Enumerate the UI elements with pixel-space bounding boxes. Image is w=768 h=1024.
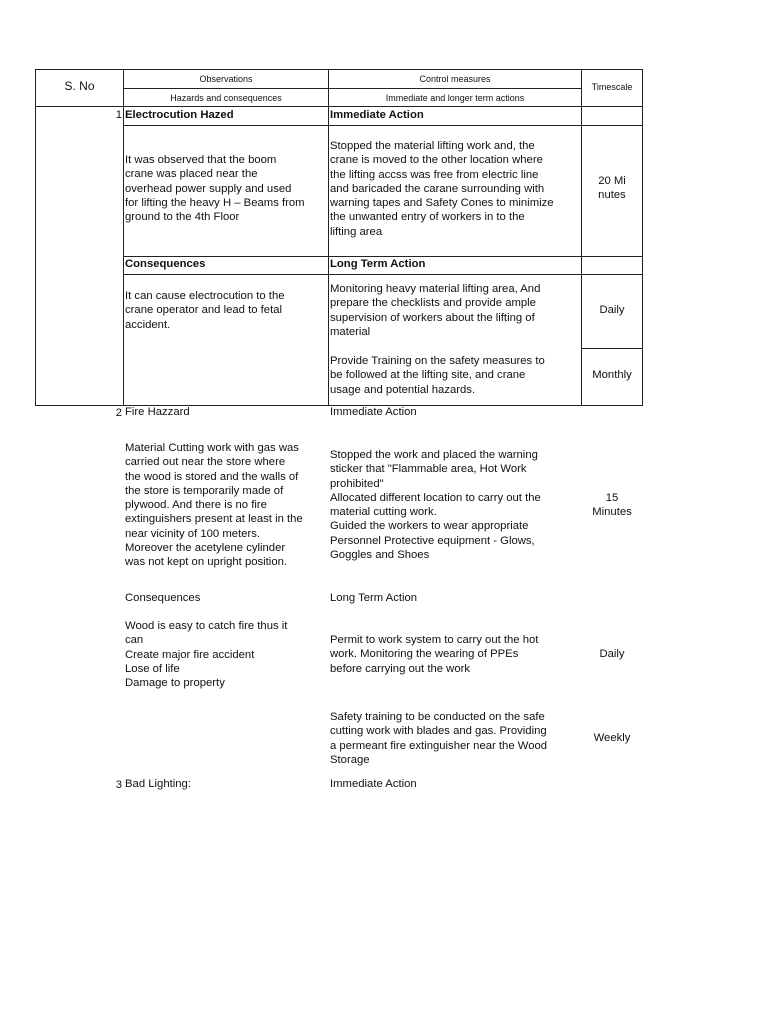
row3-hazard-title: Bad Lighting:: [125, 778, 191, 790]
row2-observation: Material Cutting work with gas was carried out near the store where the wood is stored and the walls of the store is temporarily made of plywood. And there is no fire extinguishers present at least in the near vicinity of 100 meters. Moreover the acetylene cylinder was not kept on upright position.: [125, 442, 303, 569]
row2-longterm-2: Safety training to be conducted on the safe cutting work with blades and gas. Providing a permeant fire extinguisher near the Wood Storage: [330, 711, 548, 766]
header-timescale: Timescale: [591, 82, 633, 92]
header-control-sub: Immediate and longer term actions: [385, 93, 525, 103]
row2-hazard-title: Fire Hazzard: [125, 406, 190, 418]
row1-longterm-2: Provide Training on the safety measures to be followed at the lifting site, and crane usage and potential hazards.: [330, 355, 545, 396]
control-column-line: [581, 69, 582, 406]
observations-column-line: [328, 69, 329, 406]
header-sno: S. No: [64, 79, 95, 93]
header-bottom-line: [35, 106, 643, 107]
row1-longterm-label: Long Term Action: [330, 258, 426, 270]
header-control: Control measures: [419, 74, 491, 84]
row1-title-line: [123, 125, 643, 126]
row2-number: 2: [115, 407, 122, 419]
row1-number: 1: [115, 109, 122, 121]
table-border-top: [35, 69, 643, 70]
row1-consequences-label: Consequences: [125, 258, 206, 270]
row1-longterm-2-timescale: Monthly: [592, 369, 632, 381]
row1-hazard-title: Electrocution Hazed: [125, 109, 234, 121]
row2-longterm-label: Long Term Action: [330, 592, 418, 604]
row1-immediate-label: Immediate Action: [330, 109, 424, 121]
row2-immediate-timescale: 15 Minutes: [592, 492, 632, 519]
row3-immediate-label: Immediate Action: [330, 778, 417, 790]
row2-immediate-action: Stopped the work and placed the warning sticker that "Flammable area, Hot Work prohibited" Allocated different location to carry out the material cutting work. Guided the workers to wear appropriate Personnel Protective equipment - Glows, Goggles and Shoes: [330, 449, 541, 562]
row2-immediate-label: Immediate Action: [330, 406, 417, 418]
row2-longterm-1-timescale: Daily: [599, 648, 625, 660]
header-split-line: [123, 88, 581, 89]
header-observations-sub: Hazards and consequences: [170, 93, 282, 103]
row2-consequence: Wood is easy to catch fire thus it can Create major fire accident Lose of life Damage to property: [125, 620, 288, 690]
sno-column-line: [123, 69, 124, 406]
row1-consequence: It can cause electrocution to the crane operator and lead to fetal accident.: [125, 290, 285, 331]
row3-number: 3: [115, 779, 122, 791]
row2-longterm-1: Permit to work system to carry out the hot work. Monitoring the wearing of PPEs before carrying out the work: [330, 634, 539, 675]
table-border-right: [642, 69, 643, 406]
row1-observation: It was observed that the boom crane was placed near the overhead power supply and used for lifting the heavy H – Beams from ground to the 4th Floor: [125, 154, 305, 224]
row1-longterm-split-line: [581, 348, 643, 349]
row2-consequences-label: Consequences: [125, 592, 201, 604]
row1-longterm-1-timescale: Daily: [599, 304, 625, 316]
row1-immediate-timescale: 20 Mi nutes: [598, 175, 626, 202]
row1-consequence-title-line: [123, 274, 643, 275]
header-observations: Observations: [199, 74, 253, 84]
row1-longterm-1: Monitoring heavy material lifting area, And prepare the checklists and provide ample supervision of workers about the lifting of material: [330, 283, 541, 338]
row1-immediate-action: Stopped the material lifting work and, the crane is moved to the other location where the lifting accss was free from electric line and baricaded the carane surrounding with warning tapes and Safety Cones to minimize the unwanted entry of workers in to the lifting area: [330, 140, 554, 238]
row2-longterm-2-timescale: Weekly: [593, 732, 631, 744]
